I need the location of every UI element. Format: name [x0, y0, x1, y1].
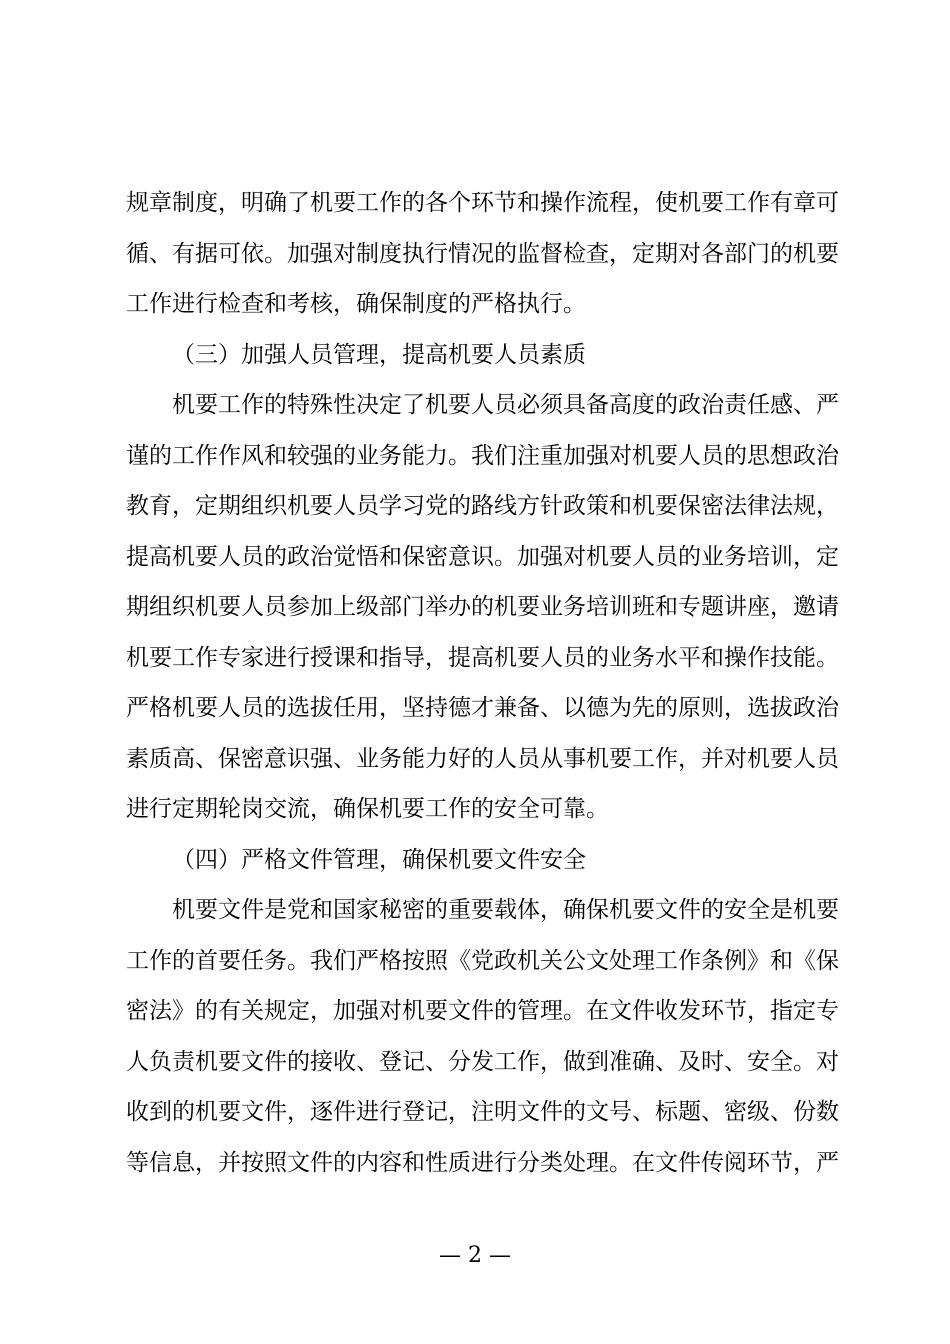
paragraph-line: 进行定期轮岗交流，确保机要工作的安全可靠。 [126, 796, 609, 822]
paragraph-line: 机要工作专家进行授课和指导，提高机要人员的业务水平和操作技能。 [126, 645, 839, 671]
paragraph-line: 循、有据可依。加强对制度执行情况的监督检查，定期对各部门的机要 [126, 241, 839, 267]
page-number: — 2 — [439, 1243, 511, 1268]
paragraph-line: 工作的首要任务。我们严格按照《党政机关公文处理工作条例》和《保 [126, 948, 839, 974]
paragraph-line: 收到的机要文件，逐件进行登记，注明文件的文号、标题、密级、份数 [126, 1099, 839, 1125]
paragraph-line: 密法》的有关规定，加强对机要文件的管理。在文件收发环节，指定专 [126, 998, 839, 1024]
paragraph-line: 等信息，并按照文件的内容和性质进行分类处理。在文件传阅环节，严 [126, 1150, 839, 1176]
section-heading: （四）严格文件管理，确保机要文件安全 [172, 847, 586, 873]
paragraph-line: 期组织机要人员参加上级部门举办的机要业务培训班和专题讲座，邀请 [126, 594, 839, 620]
paragraph-line: 工作进行检查和考核，确保制度的严格执行。 [126, 291, 586, 317]
paragraph-line: 人负责机要文件的接收、登记、分发工作，做到准确、及时、安全。对 [126, 1049, 839, 1075]
paragraph-line: 严格机要人员的选拔任用，坚持德才兼备、以德为先的原则，选拔政治 [126, 695, 839, 721]
paragraph-line: 机要文件是党和国家秘密的重要载体，确保机要文件的安全是机要 [172, 897, 839, 923]
paragraph-line: 教育，定期组织机要人员学习党的路线方针政策和机要保密法律法规， [126, 493, 839, 519]
section-heading: （三）加强人员管理，提高机要人员素质 [172, 342, 586, 368]
paragraph-line: 机要工作的特殊性决定了机要人员必须具备高度的政治责任感、严 [172, 392, 839, 418]
paragraph-line: 素质高、保密意识强、业务能力好的人员从事机要工作，并对机要人员 [126, 746, 839, 772]
paragraph-line: 规章制度，明确了机要工作的各个环节和操作流程，使机要工作有章可 [126, 190, 839, 216]
paragraph-line: 谨的工作作风和较强的业务能力。我们注重加强对机要人员的思想政治 [126, 443, 839, 469]
paragraph-line: 提高机要人员的政治觉悟和保密意识。加强对机要人员的业务培训，定 [126, 544, 839, 570]
